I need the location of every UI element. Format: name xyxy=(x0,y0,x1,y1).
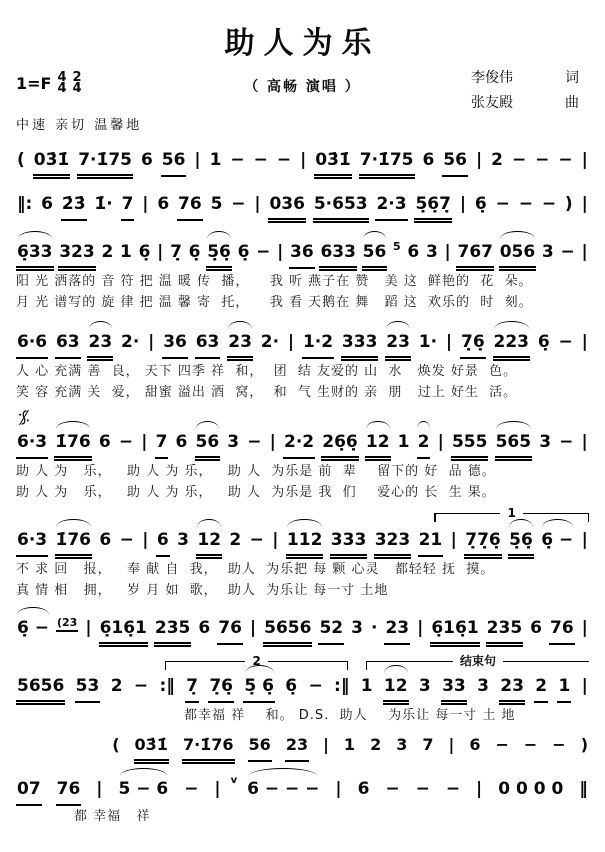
note-token: − xyxy=(184,779,199,799)
note-token: − xyxy=(495,194,510,214)
note-token: 056 xyxy=(499,239,537,271)
music-line xyxy=(16,179,589,223)
lyric-line: 都幸福 祥 和。 D.S. 助人 为乐让 每一寸 土 地 xyxy=(184,708,516,723)
note-token: 12 xyxy=(196,527,222,559)
note-token: 6̣ xyxy=(285,676,298,696)
tempo-marking: 中速 亲切 温馨地 xyxy=(16,118,143,133)
lyricist-credit xyxy=(471,66,579,91)
note-token: − xyxy=(518,194,533,214)
note-token: 53 xyxy=(75,673,101,703)
note-token: 2 xyxy=(229,530,242,550)
bracket-tick xyxy=(588,513,590,522)
note-token: 2· xyxy=(121,332,140,352)
note-token: 23 xyxy=(227,329,253,361)
note-token: 2 xyxy=(534,673,548,703)
music-line xyxy=(16,137,589,179)
note-token: 6̣ xyxy=(188,242,201,262)
note-token: 5 − 6 xyxy=(117,776,169,802)
barline: | xyxy=(581,530,588,550)
note-token: 2·3 xyxy=(375,191,407,221)
music-line xyxy=(16,601,589,647)
note-token: 76 xyxy=(56,776,82,806)
bracket-line xyxy=(436,513,501,514)
note-token: 6̣ xyxy=(138,242,151,262)
barline: | xyxy=(141,432,148,452)
note-token: 03̇1̇ xyxy=(314,147,352,179)
note-token: 56 xyxy=(195,429,221,461)
note-token: 7̣7̣6̣ xyxy=(464,527,502,559)
note-token: 2 xyxy=(417,429,431,459)
note-token: 56 xyxy=(362,239,388,271)
note-token: − xyxy=(511,150,527,170)
bracket-line xyxy=(268,661,347,662)
barline: ‖ xyxy=(579,779,588,799)
note-token: − xyxy=(230,150,245,170)
barline: | xyxy=(581,332,588,352)
lyricist-role: 词 xyxy=(565,70,579,86)
note-token: − xyxy=(535,150,550,170)
note-token: 555 xyxy=(451,429,489,461)
note-token: 63 xyxy=(55,329,81,359)
note-token: (23 xyxy=(56,618,78,632)
barline: | xyxy=(194,150,201,170)
note-token: 6 − − − xyxy=(246,776,320,802)
note-token: − xyxy=(247,432,262,452)
note-token: − xyxy=(541,194,557,214)
note-token: 6 xyxy=(407,242,420,262)
note-token: 2 xyxy=(491,150,503,170)
music-system xyxy=(16,726,589,764)
note-token: 5 xyxy=(210,194,223,214)
note-token: 6̣33 xyxy=(16,239,54,271)
note-token: 56 xyxy=(442,147,468,177)
note-token: − xyxy=(385,779,400,799)
note-token: − xyxy=(249,530,264,550)
note-token: 6̣ xyxy=(474,194,487,214)
music-system xyxy=(16,179,589,223)
note-token: 63 xyxy=(195,329,221,359)
note-token: ( xyxy=(112,735,120,754)
note-token: 7 xyxy=(155,429,169,459)
composer-name: 张友殿 xyxy=(471,95,513,111)
note-token: − xyxy=(552,735,566,754)
note-token: 235 xyxy=(154,615,192,647)
note-token: v xyxy=(230,775,238,786)
barline: | xyxy=(581,194,588,214)
note-token: 7·1̇75 xyxy=(359,147,415,179)
barline: | xyxy=(476,779,483,799)
bracket-line xyxy=(503,661,589,662)
music-system xyxy=(16,764,589,827)
note-token: 6·3 xyxy=(16,429,48,459)
note-token: 3 xyxy=(477,676,489,696)
ending-label: 结束句 xyxy=(460,654,497,668)
note-token: 23 xyxy=(499,673,525,705)
score xyxy=(16,137,589,827)
note-token: 52 xyxy=(318,615,344,645)
bracket-line xyxy=(166,661,245,662)
composer-role: 曲 xyxy=(565,95,579,111)
note-token: − xyxy=(495,735,509,754)
note-token: 323 xyxy=(58,239,96,271)
barline: | xyxy=(249,618,257,638)
note-token: 2· xyxy=(260,332,280,352)
note-token: 6 xyxy=(41,194,54,214)
note-token: · xyxy=(370,618,378,638)
note-token: 2̇3̇ xyxy=(61,191,87,221)
note-token: 7̣ xyxy=(170,242,182,262)
bracket-line xyxy=(523,513,588,514)
barline: | xyxy=(148,332,155,352)
bracket-line xyxy=(367,661,453,662)
note-token: 7·1̇76 xyxy=(182,732,235,764)
volta-1-label: 1 xyxy=(507,506,516,520)
note-token: 1 xyxy=(343,735,356,754)
lyric-line: 真 情 相 拥， 岁 月 如 歌， 助人 为乐让 每一寸 土地 xyxy=(16,583,389,598)
music-line xyxy=(16,313,589,361)
note-token: 633 xyxy=(319,239,357,271)
note-token: 3 xyxy=(227,432,240,452)
time-sig-denominator: 4 xyxy=(72,81,82,96)
barline: ‖: xyxy=(17,194,33,214)
note-token: 5·653 xyxy=(313,191,369,223)
lyric-line: 人 心 充满 善 良， 天下 四季 祥 和， 团 结 友爱的 山 水 焕发 好景 色。 xyxy=(16,364,518,379)
barline: | xyxy=(445,332,453,352)
barline: | xyxy=(335,779,342,799)
note-token: 07 xyxy=(16,776,42,806)
volta-1-bracket xyxy=(434,506,589,525)
bracket-tick xyxy=(434,513,436,522)
note-token: 12 xyxy=(383,673,409,705)
barline: | xyxy=(459,194,467,214)
segno-icon xyxy=(18,409,30,430)
barline: | xyxy=(475,150,483,170)
music-system xyxy=(16,601,589,647)
note-token: 223 xyxy=(493,329,531,361)
note-token: 1 xyxy=(557,673,571,703)
note-token: ) xyxy=(580,735,588,754)
note-token: 7̣6̣ xyxy=(460,329,486,359)
barline: | xyxy=(142,530,149,550)
note-token: 3 xyxy=(177,530,189,550)
note-token: 767 xyxy=(456,239,494,271)
note-token: 6 xyxy=(422,150,435,170)
note-token: 1 xyxy=(209,150,222,170)
note-token: 7̣6̣ xyxy=(208,673,234,703)
lyric-line: 都 幸福 祥 xyxy=(74,809,151,824)
note-token: 6 xyxy=(198,618,211,638)
bracket-tick xyxy=(165,661,167,670)
note-token: 1̇76 xyxy=(54,429,92,461)
note-token: 6 xyxy=(357,779,370,799)
note-token: 3 xyxy=(418,676,431,696)
note-token: ( xyxy=(17,150,25,170)
note-token: 565 xyxy=(495,429,533,461)
note-token: 5̣6̣ xyxy=(508,527,534,559)
note-token: 6 xyxy=(98,432,111,452)
note-token: 6 xyxy=(156,527,170,557)
barline: | xyxy=(581,676,588,696)
time-sig-numerator: 4 xyxy=(57,70,67,85)
note-token: − xyxy=(308,676,323,696)
music-line xyxy=(16,223,589,271)
note-token: 76 xyxy=(549,615,575,645)
note-token: 6 xyxy=(157,194,170,214)
note-token: 2 xyxy=(370,735,382,754)
note-token: 2·2 xyxy=(283,429,315,459)
note-token: 6̣16̣1 xyxy=(430,615,479,647)
volta-2-bracket xyxy=(165,654,348,673)
music-system xyxy=(16,413,589,503)
note-token: 6·6 xyxy=(16,329,48,359)
note-token: 036 xyxy=(268,191,306,223)
note-token: 323 xyxy=(374,527,412,559)
barline: :‖ xyxy=(159,676,175,696)
composer-credit xyxy=(471,91,579,116)
barline: | xyxy=(581,618,588,638)
note-token: − xyxy=(559,432,574,452)
note-token: 1̇76 xyxy=(55,527,93,559)
note-token: 23 xyxy=(384,615,410,645)
note-token: 3 xyxy=(541,242,554,262)
note-token: − xyxy=(276,150,292,170)
note-token: 6̣ xyxy=(237,242,250,262)
note-token: − xyxy=(558,150,573,170)
barline: | xyxy=(417,618,424,638)
note-token: 76 xyxy=(177,191,203,221)
note-token: 12 xyxy=(365,429,391,461)
note-token: 6̣ − xyxy=(540,527,574,553)
barline: | xyxy=(437,432,444,452)
note-token: 23 xyxy=(87,329,113,361)
note-token: 1 xyxy=(397,432,410,452)
note-token: 36 xyxy=(162,329,188,359)
note-token: − xyxy=(133,676,149,696)
note-token: 6 xyxy=(99,530,112,550)
barline: | xyxy=(448,735,455,754)
barline: | xyxy=(277,242,284,262)
bracket-tick xyxy=(347,661,349,670)
barline: | xyxy=(254,194,261,214)
barline: | xyxy=(85,618,92,638)
music-system xyxy=(16,137,589,179)
note-token: 3 xyxy=(425,242,438,262)
barline: | xyxy=(269,432,276,452)
note-token: 6̣16̣1 xyxy=(99,615,148,647)
note-token: 6 xyxy=(175,432,188,452)
music-line xyxy=(16,413,589,461)
note-token: 3 xyxy=(539,432,552,452)
note-token: 7·1̇75 xyxy=(77,147,133,179)
note-token: − xyxy=(560,242,575,262)
lyric-line: 阳 光 洒落的 音 符 把 温 暖 传 播， 我 听 燕子在 赞 美 这 鲜艳的 花 朵。 xyxy=(16,274,533,289)
music-system xyxy=(16,654,589,726)
barline: | xyxy=(96,779,103,799)
note-token: 76 xyxy=(217,615,243,645)
note-token: 3 xyxy=(396,735,408,754)
note-token: 56 xyxy=(248,732,272,762)
note-token: 112 xyxy=(286,527,324,559)
note-token: 6 xyxy=(530,618,542,638)
barline: | xyxy=(450,530,457,550)
note-token: − xyxy=(231,194,246,214)
lyric-line: 不 求 回 报， 奉 献 自 我， 助人 为乐把 每 颗 心灵 都轻轻 抚 摸。 xyxy=(16,562,495,577)
note-token: 2 xyxy=(101,242,114,262)
meta-row xyxy=(16,66,589,112)
note-token: − xyxy=(253,150,268,170)
barline: | xyxy=(287,332,295,352)
note-token: 33 xyxy=(441,673,467,705)
note-token: − xyxy=(256,242,271,262)
note-token: 7 xyxy=(422,735,434,754)
note-token: 6̣ − xyxy=(16,615,50,641)
barline: | xyxy=(272,530,279,550)
note-token: 36 xyxy=(289,239,315,269)
note-token: 5̣6̣ xyxy=(206,239,232,271)
note-token: 6·3 xyxy=(16,527,48,557)
note-token: 2 xyxy=(110,676,123,696)
note-token: 1 xyxy=(120,242,132,262)
barline: | xyxy=(581,432,588,452)
note-token: 333 xyxy=(341,329,379,361)
note-token: 5̣6̣7̣ xyxy=(414,191,452,223)
barline: | xyxy=(300,150,307,170)
note-token: ) xyxy=(564,194,573,214)
note-token: 1· xyxy=(418,332,438,352)
barline: :‖ xyxy=(334,676,350,696)
music-system xyxy=(16,313,589,403)
note-token: 21 xyxy=(418,527,444,557)
barline: | xyxy=(142,194,149,214)
barline: | xyxy=(444,242,451,262)
note-token: 6̣ xyxy=(537,332,550,352)
note-token: 235 xyxy=(486,615,524,647)
lyric-line: 助 人 为 乐， 助 人 为 乐， 助 人 为乐是 我 们 爱心的 长 生 果。 xyxy=(16,485,496,500)
lyricist-name: 李俊伟 xyxy=(471,70,513,86)
lyric-line: 助 人 为 乐， 助 人 为 乐， 助 人 为乐是 前 辈 留下的 好 品 德。 xyxy=(16,464,496,479)
note-token: 5656 xyxy=(16,673,65,705)
performer-label: （ 高畅 演唱 ） xyxy=(244,79,361,95)
note-token: − xyxy=(415,779,430,799)
barline: | xyxy=(581,150,588,170)
barline: | xyxy=(323,735,329,754)
note-token: 1 xyxy=(360,676,373,696)
note-token: 7̣ xyxy=(185,673,199,703)
note-token: 1̇· xyxy=(94,194,113,214)
note-token: − xyxy=(445,779,461,799)
note-token: 333 xyxy=(330,527,368,559)
note-token: 6 xyxy=(140,150,153,170)
time-sig-numerator: 2 xyxy=(72,70,82,85)
bracket-tick xyxy=(366,661,368,670)
note-token: 5̣ 6̣ xyxy=(243,673,275,703)
ending-bracket xyxy=(366,654,589,673)
time-sig-denominator: 4 xyxy=(57,81,67,96)
credits xyxy=(471,66,579,116)
note-token: 1·2 xyxy=(302,329,334,359)
barline: | xyxy=(581,242,588,262)
key-signature: 1=F xyxy=(16,73,52,93)
music-line xyxy=(16,764,589,806)
note-token: − xyxy=(558,332,573,352)
barline: | xyxy=(157,242,164,262)
note-token: 56 xyxy=(161,147,187,177)
lyric-line: 月 光 谱写的 旋 律 把 温 馨 寄 托， 我 看 天鹅在 舞 蹈 这 欢乐的 时 刻。 xyxy=(16,295,533,310)
note-token: 6 xyxy=(469,735,481,754)
volta-2-label: 2 xyxy=(252,654,261,668)
music-line xyxy=(16,726,589,764)
note-token: 7 xyxy=(121,191,135,221)
barline: | xyxy=(214,779,221,799)
note-token: 5656 xyxy=(263,615,312,647)
music-system xyxy=(16,506,589,601)
song-title: 助人为乐 xyxy=(224,26,381,61)
music-system xyxy=(16,223,589,313)
note-token: 0 0 0 0 xyxy=(498,779,564,799)
note-token: 26̣6̣ xyxy=(321,429,359,461)
note-token: 23 xyxy=(285,732,309,762)
note-token: 5 xyxy=(393,240,401,253)
note-token: 03̇1̇ xyxy=(134,732,169,764)
note-token: − xyxy=(523,735,538,754)
note-token: 03̇1̇ xyxy=(33,147,71,179)
note-token: − xyxy=(118,432,134,452)
lyric-line: 笑 容 充满 关 爱， 甜蜜 溢出 酒 窝， 和 气 生财的 亲 朋 过上 好生 活。 xyxy=(16,385,518,400)
note-token: 23 xyxy=(385,329,411,361)
note-token: 3 xyxy=(351,618,363,638)
note-token: − xyxy=(119,530,134,550)
